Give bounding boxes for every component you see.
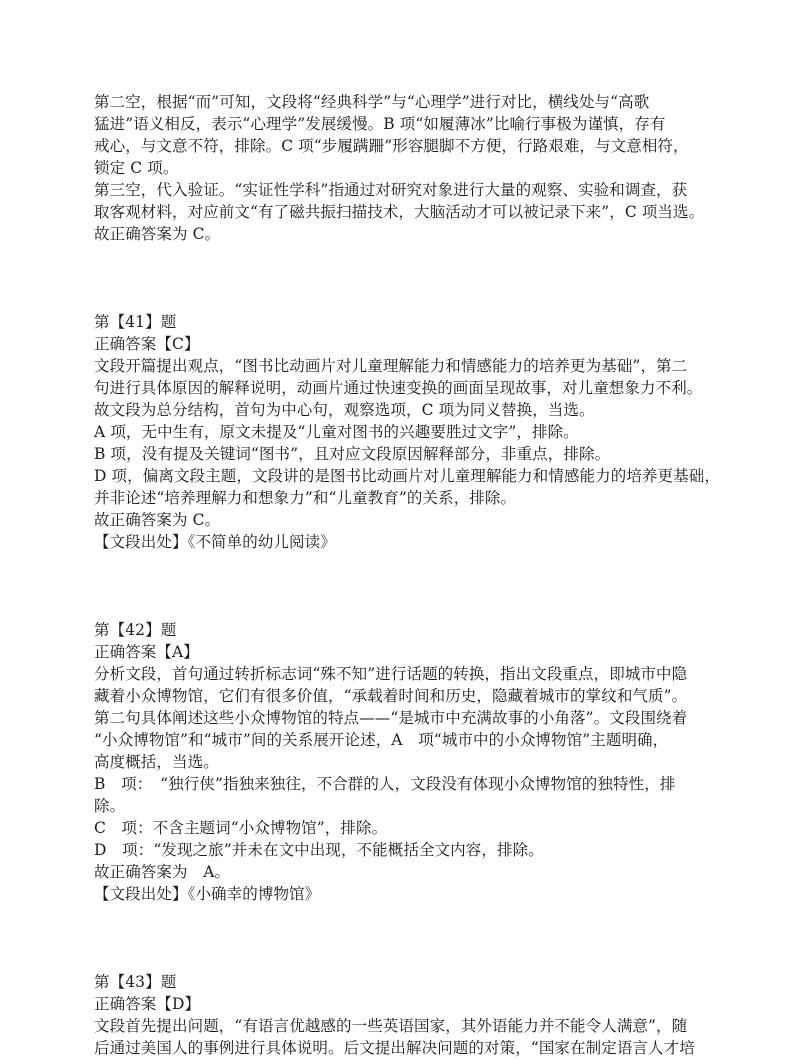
text-line: 句进行具体原因的解释说明，动画片通过快速变换的画面呈现故事，对儿童想象力不利。	[94, 379, 703, 397]
text-line: 文段首先提出问题，“有语言优越感的一些英语国家，其外语能力并不能令人满意”，随	[94, 1017, 688, 1035]
question-43-section	[94, 971, 718, 1059]
question-42-section	[94, 619, 718, 905]
text-line: 戒心，与文意不符，排除。C 项“步履蹒跚”形容腿脚不方便，行路艰难，与文意相符，	[94, 137, 689, 155]
text-line: 藏着小众博物馆，它们有很多价值，“承载着时间和历史，隐藏着城市的掌纹和气质”。	[94, 687, 688, 705]
section-gap	[94, 553, 718, 619]
answer-line: 正确答案【D】	[94, 995, 201, 1013]
text-line: 文段开篇提出观点，“图书比动画片对儿童理解能力和情感能力的培养更为基础”，第二	[94, 357, 688, 375]
question-heading: 第【42】题	[94, 621, 177, 639]
text-line: 分析文段，首句通过转折标志词“殊不知”进行话题的转换，指出文段重点，即城市中隐	[94, 665, 688, 683]
text-line: 并非论述“培养理解力和想象力”和“儿童教育”的关系，排除。	[94, 489, 517, 507]
text-line: 后通过美国人的事例进行具体说明。后文提出解决问题的对策，“国家在制定语言人才培	[94, 1039, 695, 1057]
text-line: 故正确答案为 C。	[94, 511, 221, 529]
text-line: 故文段为总分结构，首句为中心句，观察选项，C 项为同义替换，当选。	[94, 401, 595, 419]
text-line: A 项，无中生有，原文未提及“儿童对图书的兴趣要胜过文字”，排除。	[94, 423, 579, 441]
text-line: “小众博物馆”和“城市”间的关系展开论述，A 项“城市中的小众博物馆”主题明确，	[94, 731, 669, 749]
document-body	[94, 91, 718, 1059]
text-line: 除。	[94, 797, 126, 815]
text-line: D 项：“发现之旅”并未在文中出现，不能概括全文内容，排除。	[94, 841, 544, 859]
answer-line: 正确答案【C】	[94, 335, 200, 353]
text-line: D 项，偏离文段主题，文段讲的是图书比动画片对儿童理解能力和情感能力的培养更基础，	[94, 467, 720, 485]
section-gap	[94, 905, 718, 971]
text-line: C 项：不含主题词“小众博物馆”，排除。	[94, 819, 388, 837]
answer-line: 正确答案【A】	[94, 643, 199, 661]
text-line: 锁定 C 项。	[94, 159, 179, 177]
text-line: 第二空，根据“而”可知，文段将“经典科学”与“心理学”进行对比，横线处与“高歌	[94, 93, 650, 111]
text-line: 取客观材料，对应前文“有了磁共振扫描技术，大脑活动才可以被记录下来”，C 项当选。	[94, 203, 705, 221]
text-line: 故正确答案为 C。	[94, 225, 221, 243]
question-41-section	[94, 311, 718, 553]
text-line: 高度概括，当选。	[94, 753, 219, 771]
text-line: B 项，没有提及关键词“图书”，且对应文段原因解释部分，非重点，排除。	[94, 445, 611, 463]
text-line: 故正确答案为 A。	[94, 863, 231, 881]
source-line: 【文段出处】《小确幸的博物馆》	[94, 885, 321, 903]
question-heading: 第【41】题	[94, 313, 177, 331]
question-heading: 第【43】题	[94, 973, 177, 991]
text-line: B 项： “独行侠”指独来独往，不合群的人，文段没有体现小众博物馆的独特性，排	[94, 775, 676, 793]
text-line: 第三空，代入验证。“实证性学科”指通过对研究对象进行大量的观察、实验和调查，获	[94, 181, 688, 199]
section-gap	[94, 245, 718, 311]
intro-section	[94, 91, 718, 245]
text-line: 第二句具体阐述这些小众博物馆的特点——“是城市中充满故事的小角落”。文段围绕着	[94, 709, 688, 727]
text-line: 猛进”语义相反，表示“心理学”发展缓慢。B 项“如履薄冰”比喻行事极为谨慎，存有	[94, 115, 666, 133]
source-line: 【文段出处】《不简单的幼儿阅读》	[94, 533, 336, 551]
